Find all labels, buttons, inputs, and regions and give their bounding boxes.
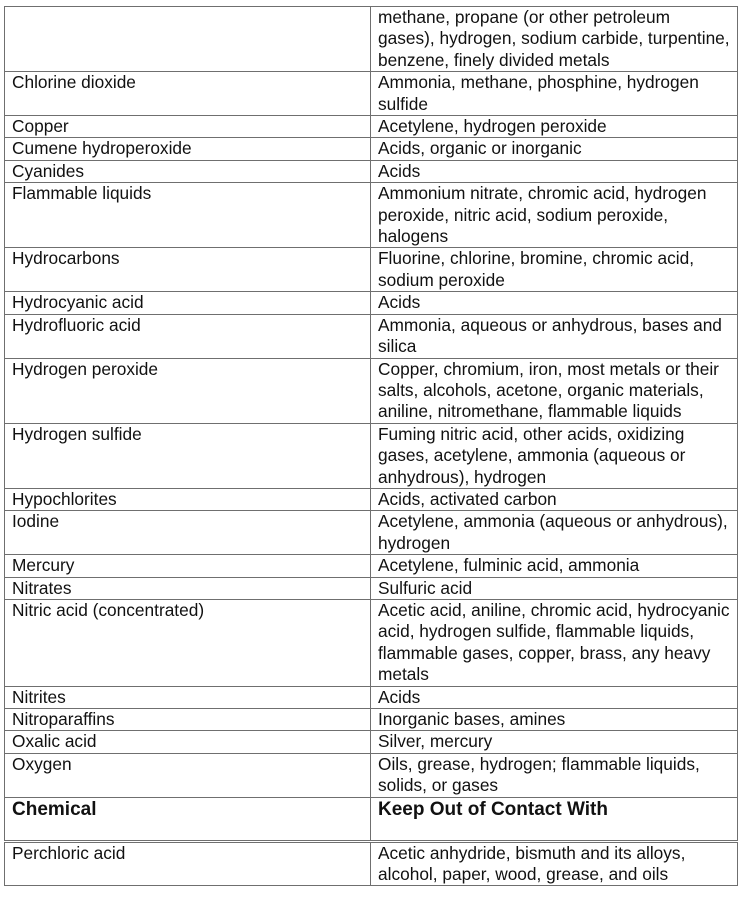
- table-row: [5, 555, 738, 577]
- chemical-cell: Nitrites: [5, 686, 371, 708]
- chemical-cell: [5, 7, 371, 72]
- table-row: [5, 7, 738, 72]
- table-row: [5, 686, 738, 708]
- table-row: [5, 841, 738, 886]
- incompatible-cell: Fluorine, chlorine, bromine, chromic acid, sodium peroxide: [371, 248, 738, 292]
- table-body-bottom: [5, 841, 738, 886]
- chemical-cell: Oxygen: [5, 753, 371, 797]
- table-row: [5, 314, 738, 358]
- header-chemical: [5, 797, 371, 841]
- chemical-cell: Oxalic acid: [5, 731, 371, 753]
- incompatibility-table-container: [4, 6, 737, 886]
- table-row: [5, 511, 738, 555]
- table-row: [5, 160, 738, 182]
- incompatible-cell: Acetylene, fulminic acid, ammonia: [371, 555, 738, 577]
- incompatible-cell: Ammonia, aqueous or anhydrous, bases and silica: [371, 314, 738, 358]
- incompatible-cell: Ammonia, methane, phosphine, hydrogen sulfide: [371, 72, 738, 116]
- incompatible-cell: Ammonium nitrate, chromic acid, hydrogen peroxide, nitric acid, sodium peroxide, halogens: [371, 183, 738, 248]
- chemical-cell: Perchloric acid: [5, 841, 371, 886]
- table-row: [5, 183, 738, 248]
- chemical-cell: Flammable liquids: [5, 183, 371, 248]
- chemical-cell: Hydrogen sulfide: [5, 423, 371, 488]
- header-keep-out: [371, 797, 738, 841]
- chemical-cell: Hypochlorites: [5, 488, 371, 510]
- table-row: [5, 116, 738, 138]
- header-keep-out-label: Keep Out of Contact With: [378, 798, 608, 820]
- chemical-cell: Cyanides: [5, 160, 371, 182]
- chemical-cell: Copper: [5, 116, 371, 138]
- chemical-cell: Iodine: [5, 511, 371, 555]
- incompatible-cell: Acetic acid, aniline, chromic acid, hydrocyanic acid, hydrogen sulfide, flammable liquids, flammable gases, copper, brass, any heavy metals: [371, 599, 738, 686]
- chemical-cell: Mercury: [5, 555, 371, 577]
- chemical-cell: Hydrogen peroxide: [5, 358, 371, 423]
- chemical-cell: Hydrocyanic acid: [5, 292, 371, 314]
- table-header-section: [5, 797, 738, 841]
- incompatible-cell: Acids, organic or inorganic: [371, 138, 738, 160]
- table-body-top: [5, 7, 738, 798]
- chemical-cell: Cumene hydroperoxide: [5, 138, 371, 160]
- incompatible-cell: Acetylene, hydrogen peroxide: [371, 116, 738, 138]
- chemical-cell: Nitric acid (concentrated): [5, 599, 371, 686]
- table-row: [5, 488, 738, 510]
- table-row: [5, 709, 738, 731]
- table-row: [5, 72, 738, 116]
- chemical-incompatibility-table: [4, 6, 738, 886]
- incompatible-cell: Acetic anhydride, bismuth and its alloys, alcohol, paper, wood, grease, and oils: [371, 841, 738, 886]
- incompatible-cell: Silver, mercury: [371, 731, 738, 753]
- incompatible-cell: methane, propane (or other petroleum gases), hydrogen, sodium carbide, turpentine, benzene, finely divided metals: [371, 7, 738, 72]
- table-row: [5, 358, 738, 423]
- chemical-cell: Hydrocarbons: [5, 248, 371, 292]
- incompatible-cell: Acids: [371, 160, 738, 182]
- chemical-cell: Hydrofluoric acid: [5, 314, 371, 358]
- table-row: [5, 292, 738, 314]
- incompatible-cell: Fuming nitric acid, other acids, oxidizing gases, acetylene, ammonia (aqueous or anhydrous), hydrogen: [371, 423, 738, 488]
- incompatible-cell: Sulfuric acid: [371, 577, 738, 599]
- incompatible-cell: Oils, grease, hydrogen; flammable liquids, solids, or gases: [371, 753, 738, 797]
- incompatible-cell: Copper, chromium, iron, most metals or their salts, alcohols, acetone, organic materials, aniline, nitromethane, flammable liquids: [371, 358, 738, 423]
- incompatible-cell: Inorganic bases, amines: [371, 709, 738, 731]
- incompatible-cell: Acids: [371, 292, 738, 314]
- incompatible-cell: Acids: [371, 686, 738, 708]
- table-row: [5, 248, 738, 292]
- table-row: [5, 753, 738, 797]
- table-row: [5, 423, 738, 488]
- header-row: [5, 797, 738, 841]
- header-chemical-label: Chemical: [12, 798, 97, 820]
- chemical-cell: Nitroparaffins: [5, 709, 371, 731]
- table-row: [5, 577, 738, 599]
- table-row: [5, 731, 738, 753]
- incompatible-cell: Acetylene, ammonia (aqueous or anhydrous), hydrogen: [371, 511, 738, 555]
- table-row: [5, 138, 738, 160]
- chemical-cell: Nitrates: [5, 577, 371, 599]
- incompatible-cell: Acids, activated carbon: [371, 488, 738, 510]
- table-row: [5, 599, 738, 686]
- chemical-cell: Chlorine dioxide: [5, 72, 371, 116]
